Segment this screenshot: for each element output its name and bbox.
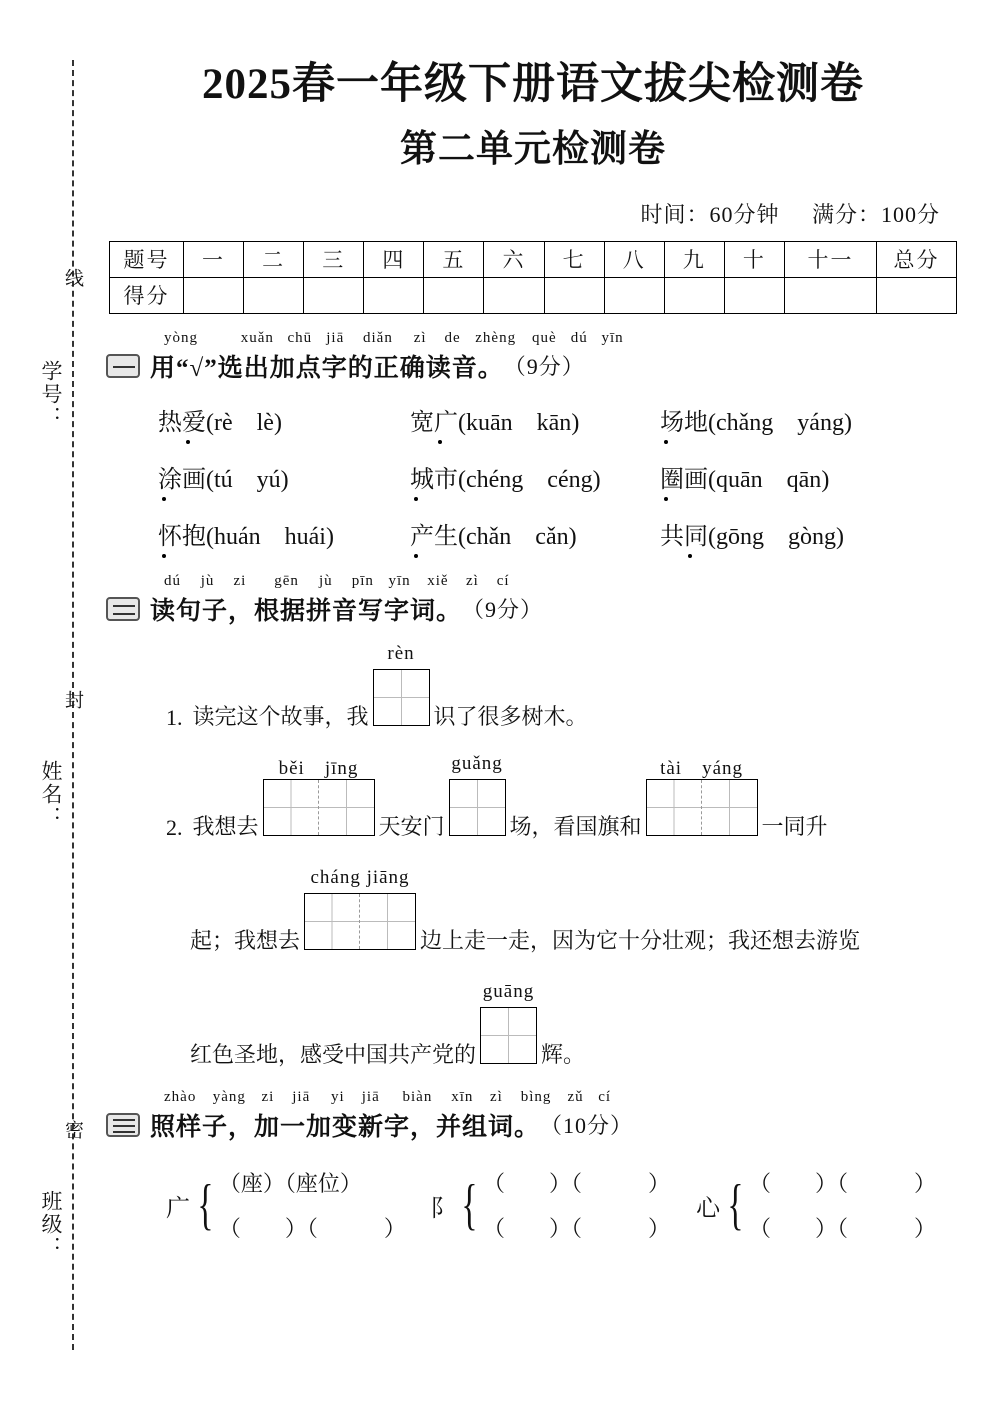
tianzige-pinyin: guāng (482, 980, 535, 1002)
tianzige-cell[interactable] (319, 780, 374, 835)
choice-options[interactable]: chéng céng (466, 466, 593, 493)
score-col-11: 十一 (785, 241, 877, 277)
question-text: 起；我想去 (190, 927, 301, 953)
score-cell-3[interactable] (304, 277, 364, 313)
score-table (109, 241, 957, 314)
pinyin-token: cí (598, 1088, 612, 1105)
emphasis-dot (162, 497, 166, 501)
tianzige-cell[interactable] (305, 894, 360, 949)
score-cell-7[interactable] (544, 277, 604, 313)
emphasis-dot (414, 497, 418, 501)
pinyin-token: diǎn (363, 329, 393, 346)
question-text: 辉。 (541, 1041, 586, 1067)
question-text: 一同升 (761, 813, 828, 839)
choice-options[interactable]: chǎng yáng (716, 409, 844, 436)
section-number-badge-three (106, 1113, 140, 1137)
answer-blank-line[interactable]: （座）（座位） (218, 1170, 362, 1196)
pinyin-token: bìng (520, 1088, 552, 1105)
tianzige-pinyin: rèn (387, 642, 415, 664)
question-text: 红色圣地，感受中国共产党的 (190, 1041, 477, 1067)
score-cell-2[interactable] (244, 277, 304, 313)
score-cell-6[interactable] (484, 277, 544, 313)
pinyin-token: yīn (388, 572, 411, 589)
page-subtitle: 第二单元检测卷 (400, 128, 666, 170)
pinyin-token: pīn (351, 572, 374, 589)
emphasis-dot (438, 440, 442, 444)
pinyin-token: jiā (292, 1088, 311, 1105)
score-table-header-row (110, 241, 957, 277)
choice-item[interactable]: 城市(chéng céng) (410, 459, 660, 494)
question-text: 边上走一走，因为它十分壮观；我还想去游览 (420, 927, 861, 953)
score-table-score-label: 得分 (110, 277, 184, 313)
radical-group (166, 1161, 406, 1251)
exercise-one-row (106, 402, 960, 437)
section-one (106, 330, 960, 551)
score-table-value-row (110, 277, 957, 313)
pinyin-token: dú (570, 329, 588, 346)
question-text: 识了很多树木。 (433, 703, 588, 729)
tianzige-pinyin: cháng jiāng (310, 866, 410, 888)
pinyin-token: gēn (274, 572, 299, 589)
tianzige[interactable] (646, 779, 758, 836)
exercise-three-body (106, 1161, 960, 1251)
score-cell-1[interactable] (184, 277, 244, 313)
score-col-3: 三 (304, 241, 364, 277)
choice-word: 城市 (410, 466, 458, 493)
score-cell-11[interactable] (785, 277, 877, 313)
tianzige-cell[interactable] (450, 780, 505, 835)
score-cell-5[interactable] (424, 277, 484, 313)
choice-word: 圈画 (660, 466, 708, 493)
score-col-8: 八 (604, 241, 664, 277)
page-title: 2025春一年级下册语文拔尖检测卷 (202, 61, 864, 108)
tianzige[interactable] (449, 779, 506, 836)
strip-label-class: 班级： (39, 1190, 63, 1259)
tianzige-cell[interactable] (481, 1008, 536, 1063)
exam-meta (106, 198, 960, 229)
pinyin-token: zì (413, 329, 427, 346)
question-number: 1. (166, 704, 183, 730)
question-row (106, 980, 960, 1069)
tianzige-pinyin: guǎng (451, 752, 503, 774)
answer-blank-line[interactable]: （ ）（ ） (218, 1215, 406, 1241)
score-col-1: 一 (184, 241, 244, 277)
radical-char: 心 (696, 1196, 721, 1223)
choice-options[interactable]: chǎn cǎn (466, 523, 569, 550)
question-text: 读完这个故事，我 (192, 703, 369, 729)
score-col-7: 七 (544, 241, 604, 277)
answer-blank-line[interactable]: （ ）（ ） (748, 1215, 936, 1241)
section-one-score: （9分） (503, 354, 585, 380)
tianzige-cell[interactable] (374, 670, 429, 725)
strip-label-student-id: 学号： (39, 360, 63, 429)
tianzige-cell[interactable] (647, 780, 702, 835)
pinyin-token: jiā (326, 329, 345, 346)
pinyin-token: jù (200, 572, 215, 589)
brace-symbol: { (197, 1174, 214, 1237)
question-row (106, 866, 960, 955)
section-two-title: 读句子，根据拼音写字词。 (150, 597, 463, 625)
tianzige-group[interactable] (646, 757, 758, 841)
tianzige-group[interactable] (304, 866, 416, 955)
pinyin-token: yòng (164, 329, 198, 346)
tianzige-group[interactable] (263, 757, 375, 841)
score-col-6: 六 (484, 241, 544, 277)
choice-item[interactable]: 涂画(tú yú) (158, 459, 410, 494)
pinyin-token: zi (261, 1088, 275, 1105)
pinyin-token: zhèng (475, 329, 517, 346)
choice-options[interactable]: kuān kān (466, 409, 572, 436)
choice-options[interactable]: tú yú (214, 466, 281, 493)
tianzige-pinyin: tài yáng (660, 757, 744, 779)
pinyin-token: xuǎn (240, 329, 274, 346)
section-three-pinyin (164, 1089, 960, 1106)
section-two (106, 573, 960, 1069)
section-three (106, 1089, 960, 1251)
question-row (106, 642, 960, 731)
tianzige[interactable] (304, 893, 416, 950)
question-number: 2. (166, 814, 183, 840)
answer-blank-line[interactable]: （ ）（ ） (483, 1170, 671, 1196)
pinyin-token: zǔ (567, 1088, 584, 1105)
section-three-score: （10分） (540, 1113, 634, 1139)
answer-blanks[interactable] (749, 1161, 936, 1251)
choice-item[interactable]: 怀抱(huán huái) (158, 516, 410, 551)
choice-options[interactable]: rè lè (214, 409, 274, 436)
emphasis-dot (688, 554, 692, 558)
exam-time: 时间：60分钟 (640, 201, 780, 227)
choice-word: 宽广 (410, 409, 458, 436)
pinyin-token: què (532, 329, 557, 346)
pinyin-token: biàn (402, 1088, 433, 1105)
pinyin-token: jù (319, 572, 333, 589)
brace-symbol: { (461, 1174, 478, 1237)
choice-options[interactable]: huán huái (214, 523, 326, 550)
score-col-total: 总分 (877, 241, 957, 277)
emphasis-dot (186, 440, 190, 444)
radical-char: 广 (166, 1196, 190, 1223)
pinyin-token: zhào (164, 1088, 197, 1105)
exercise-one-body (106, 402, 960, 551)
tianzige-cell[interactable] (264, 780, 319, 835)
exercise-one-row (106, 516, 960, 551)
section-one-title: 用“√”选出加点字的正确读音。 (150, 354, 504, 382)
emphasis-dot (414, 554, 418, 558)
choice-options[interactable]: gōng gòng (716, 523, 836, 550)
section-two-score: （9分） (462, 597, 544, 623)
pinyin-token: zì (490, 1088, 503, 1105)
answer-blanks[interactable] (219, 1161, 406, 1251)
strip-label-seal: 封 (62, 690, 83, 709)
score-col-4: 四 (364, 241, 424, 277)
score-col-9: 九 (664, 241, 724, 277)
section-two-heading (106, 591, 960, 627)
pinyin-token: cí (496, 572, 510, 589)
score-col-2: 二 (244, 241, 304, 277)
pinyin-token: zì (466, 572, 479, 589)
score-cell-8[interactable] (604, 277, 664, 313)
section-one-heading (106, 348, 960, 384)
strip-label-line: 线 (62, 268, 83, 287)
pinyin-token: dú (164, 572, 181, 589)
tianzige[interactable] (263, 779, 375, 836)
exercise-one-row (106, 459, 960, 494)
section-three-heading (106, 1107, 960, 1143)
binding-strip (0, 0, 96, 1414)
pinyin-token: zi (233, 572, 247, 589)
exam-paper (96, 0, 1000, 1414)
question-text: 天安门 (378, 813, 445, 839)
section-number-badge-one (106, 354, 140, 378)
answer-blank-line[interactable]: （ ）（ ） (483, 1215, 671, 1241)
score-cell-9[interactable] (664, 277, 724, 313)
pinyin-token: chū (287, 329, 313, 346)
pinyin-token: xīn (451, 1088, 474, 1105)
exam-full-score: 满分：100分 (811, 201, 940, 227)
question-text: 我想去 (192, 813, 259, 839)
choice-item[interactable]: 宽广(kuān kān) (410, 402, 660, 437)
tianzige[interactable] (373, 669, 430, 726)
score-cell-total[interactable] (877, 277, 957, 313)
pinyin-token: de (444, 329, 461, 346)
section-number-badge-two (106, 597, 140, 621)
choice-options[interactable]: quān qān (716, 466, 822, 493)
tianzige-group[interactable] (373, 642, 430, 731)
question-text: 场，看国旗和 (509, 813, 642, 839)
pinyin-token: xiě (427, 572, 449, 589)
pinyin-token: yàng (212, 1088, 246, 1105)
score-col-10: 十 (724, 241, 784, 277)
pinyin-token: yīn (601, 329, 624, 346)
emphasis-dot (664, 440, 668, 444)
tianzige-cell[interactable] (702, 780, 757, 835)
pinyin-token: jiā (361, 1088, 380, 1105)
question-row (106, 752, 960, 841)
radical-char: 阝 (430, 1196, 455, 1223)
choice-item[interactable]: 共同(gōng gòng) (660, 516, 910, 551)
pinyin-token: yi (331, 1088, 345, 1105)
tianzige-group[interactable] (480, 980, 537, 1069)
choice-word: 热爱 (158, 409, 206, 436)
radical-group (430, 1161, 672, 1251)
score-table-row-label: 题号 (110, 241, 184, 277)
emphasis-dot (664, 497, 668, 501)
radical-group (696, 1161, 936, 1251)
answer-blank-line[interactable]: （ ）（ ） (748, 1170, 936, 1196)
strip-label-name: 姓名： (39, 760, 63, 829)
emphasis-dot (162, 554, 166, 558)
choice-word: 涂画 (158, 466, 206, 493)
choice-item[interactable]: 热爱(rè lè) (158, 402, 410, 437)
answer-blanks[interactable] (483, 1161, 670, 1251)
score-cell-10[interactable] (724, 277, 784, 313)
choice-item[interactable]: 场地(chǎng yáng) (660, 402, 910, 437)
tianzige-cell[interactable] (360, 894, 415, 949)
choice-item[interactable]: 圈画(quān qān) (660, 459, 910, 494)
brace-symbol: { (727, 1174, 744, 1237)
section-one-pinyin (164, 330, 960, 347)
choice-word: 场地 (660, 409, 708, 436)
choice-word: 产生 (410, 523, 458, 550)
section-three-title: 照样子，加一加变新字，并组词。 (150, 1113, 541, 1141)
score-col-5: 五 (424, 241, 484, 277)
tianzige-pinyin: běi jīng (278, 757, 359, 779)
section-two-pinyin (164, 573, 960, 590)
choice-item[interactable]: 产生(chǎn cǎn) (410, 516, 660, 551)
choice-word: 共同 (660, 523, 708, 550)
tianzige[interactable] (480, 1007, 537, 1064)
choice-word: 怀抱 (158, 523, 206, 550)
tianzige-group[interactable] (449, 752, 506, 841)
strip-label-secret: 密 (62, 1120, 83, 1139)
score-cell-4[interactable] (364, 277, 424, 313)
